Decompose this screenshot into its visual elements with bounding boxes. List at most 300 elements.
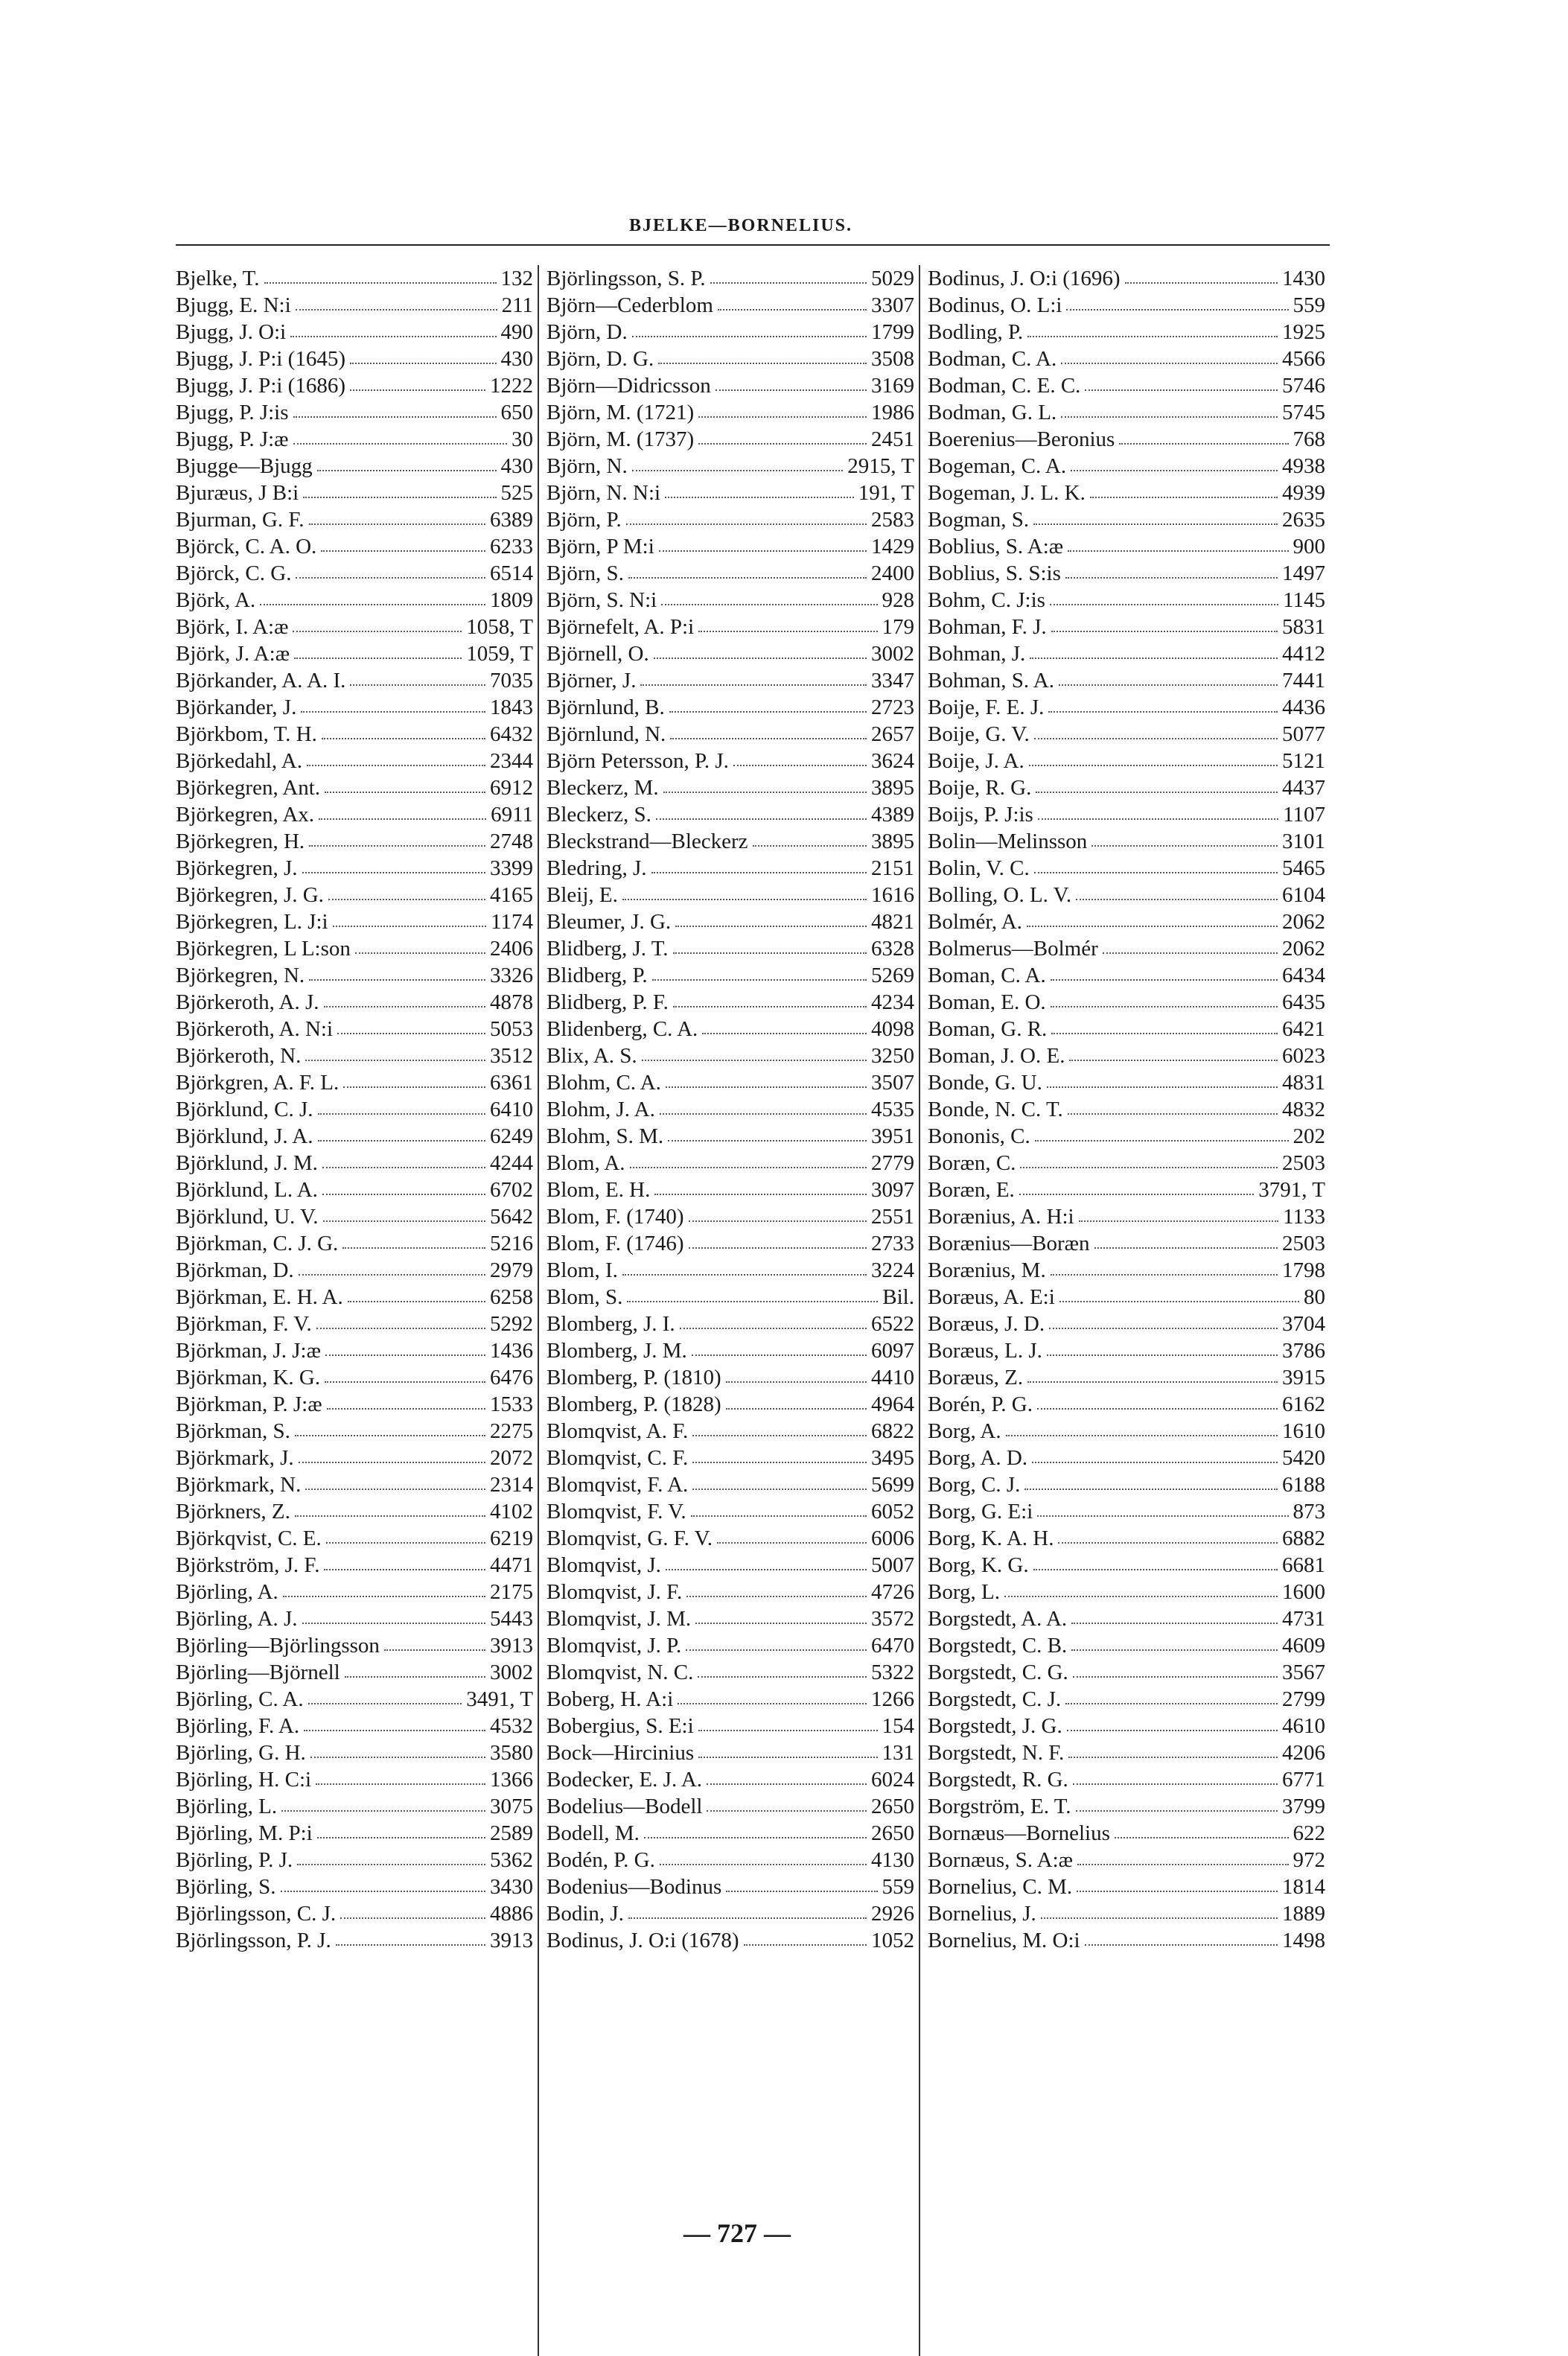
entry-reference: 1145: [1283, 588, 1325, 612]
dot-leader: [1090, 497, 1278, 498]
entry-name: Boræus, A. E:i: [928, 1285, 1055, 1309]
entry-name: Blomqvist, J. M.: [546, 1607, 692, 1631]
entry-name: Borg, A.: [928, 1419, 1001, 1443]
entry-name: Bornæus, S. A:æ: [928, 1848, 1073, 1872]
entry-name: Björkegren, Ant.: [176, 776, 321, 800]
index-entry: [546, 1659, 919, 1686]
entry-reference: 2915, T: [847, 454, 914, 478]
index-entry: [176, 1900, 538, 1927]
dot-leader: [1051, 979, 1278, 981]
dot-leader: [1036, 792, 1278, 793]
index-entry: [176, 453, 538, 480]
dot-leader: [726, 1381, 867, 1383]
entry-reference: 2062: [1282, 937, 1325, 961]
index-entry: [546, 1391, 919, 1418]
entry-name: Bjugg, E. N:i: [176, 293, 291, 317]
dot-leader: [663, 792, 867, 793]
entry-name: Boblius, S. A:æ: [928, 535, 1064, 558]
dot-leader: [626, 523, 867, 525]
entry-reference: 3002: [490, 1661, 533, 1684]
index-entry: [176, 1311, 538, 1337]
entry-reference: 972: [1293, 1848, 1325, 1872]
entry-reference: 3786: [1282, 1339, 1325, 1363]
entry-reference: 6771: [1282, 1768, 1325, 1792]
index-entry: [928, 1096, 1330, 1123]
entry-reference: 3895: [871, 776, 914, 800]
dot-leader: [355, 952, 485, 954]
entry-reference: 3895: [871, 830, 914, 853]
dot-leader: [654, 1194, 867, 1195]
entry-reference: 3508: [871, 347, 914, 371]
entry-name: Björling, F. A.: [176, 1714, 300, 1738]
dot-leader: [1035, 1140, 1289, 1142]
index-entry: [928, 265, 1330, 292]
index-entry: [176, 1364, 538, 1391]
entry-name: Boije, G. V.: [928, 722, 1030, 746]
index-entry: [546, 721, 919, 748]
dot-leader: [1033, 523, 1278, 525]
index-entry: [928, 667, 1330, 694]
entry-reference: 3169: [871, 374, 914, 398]
entry-name: Borgström, E. T.: [928, 1795, 1071, 1818]
dot-leader: [1085, 389, 1278, 391]
index-entry: [176, 989, 538, 1016]
index-entry: [546, 372, 919, 399]
index-entry: [176, 1337, 538, 1364]
dot-leader: [1061, 416, 1278, 418]
entry-reference: 154: [882, 1714, 914, 1738]
entry-name: Bohman, S. A.: [928, 669, 1054, 693]
index-entry: [176, 614, 538, 640]
entry-name: Björkman, E. H. A.: [176, 1285, 343, 1309]
entry-name: Björkman, P. J:æ: [176, 1392, 322, 1416]
dot-leader: [695, 1623, 867, 1624]
index-entry: [176, 1525, 538, 1552]
dot-leader: [692, 1462, 867, 1463]
dot-leader: [1051, 631, 1278, 632]
entry-name: Björklund, J. A.: [176, 1124, 313, 1148]
entry-name: Björling, G. H.: [176, 1741, 306, 1765]
entry-name: Björkbom, T. H.: [176, 722, 317, 746]
index-entry: [928, 614, 1330, 640]
index-entry: [176, 1150, 538, 1177]
entry-name: Blomberg, P. (1828): [546, 1392, 721, 1416]
entry-reference: 2400: [871, 561, 914, 585]
entry-reference: 1814: [1282, 1875, 1325, 1899]
entry-name: Blomberg, P. (1810): [546, 1366, 721, 1389]
dot-leader: [326, 1542, 485, 1544]
entry-reference: 5831: [1282, 615, 1325, 639]
dot-leader: [628, 577, 867, 579]
entry-name: Bleckstrand—Bleckerz: [546, 830, 748, 853]
entry-reference: 1798: [1282, 1258, 1325, 1282]
entry-reference: 6104: [1282, 883, 1325, 907]
entry-reference: 3624: [871, 749, 914, 773]
dot-leader: [1071, 1649, 1278, 1651]
dot-leader: [316, 1783, 485, 1785]
index-entry: [176, 667, 538, 694]
entry-name: Borgstedt, C. G.: [928, 1661, 1068, 1684]
index-entry: [176, 1713, 538, 1739]
index-entry: [546, 801, 919, 828]
index-entry: [176, 774, 538, 801]
dot-leader: [299, 1462, 485, 1463]
dot-leader: [691, 1515, 867, 1517]
entry-reference: 1843: [490, 695, 533, 719]
dot-leader: [656, 818, 867, 820]
entry-reference: 3347: [871, 669, 914, 693]
index-entry: [546, 614, 919, 640]
entry-name: Blom, I.: [546, 1258, 618, 1282]
dot-leader: [632, 470, 844, 471]
entry-reference: 6911: [491, 803, 533, 827]
index-entry: [546, 1311, 919, 1337]
entry-reference: 4726: [871, 1580, 914, 1604]
entry-name: Björkman, S.: [176, 1419, 290, 1443]
entry-name: Björn, M. (1721): [546, 401, 695, 424]
entry-reference: 5269: [871, 964, 914, 987]
entry-reference: 900: [1293, 535, 1325, 558]
entry-name: Bodinus, J. O:i (1696): [928, 267, 1121, 290]
index-entry: [546, 1498, 919, 1525]
entry-name: Bodman, G. L.: [928, 401, 1057, 424]
dot-leader: [1048, 711, 1278, 713]
dot-leader: [673, 1006, 867, 1007]
index-entry: [928, 1337, 1330, 1364]
dot-leader: [325, 1381, 485, 1383]
entry-reference: 132: [500, 267, 533, 290]
entry-name: Björn, D. G.: [546, 347, 654, 371]
entry-reference: 4234: [871, 990, 914, 1014]
entry-reference: 5029: [871, 267, 914, 290]
dot-leader: [1037, 1515, 1288, 1517]
dot-leader: [293, 443, 508, 445]
entry-name: Bjugg, J. P:i (1645): [176, 347, 345, 371]
entry-name: Boberg, H. A:i: [546, 1687, 674, 1711]
entry-reference: Bil.: [882, 1285, 914, 1309]
index-entry: [928, 1123, 1330, 1150]
entry-reference: 211: [501, 293, 533, 317]
entry-reference: 3512: [490, 1044, 533, 1068]
dot-leader: [1049, 1328, 1278, 1329]
dot-leader: [654, 658, 867, 659]
dot-leader: [670, 738, 867, 739]
entry-reference: 7035: [490, 669, 533, 693]
dot-leader: [309, 979, 485, 981]
dot-leader: [348, 1301, 485, 1302]
entry-reference: 2344: [490, 749, 533, 773]
index-entry: [176, 1686, 538, 1713]
dot-leader: [322, 1194, 485, 1195]
index-column-2: [546, 265, 920, 2356]
dot-leader: [628, 1917, 867, 1919]
dot-leader: [630, 1167, 867, 1168]
entry-name: Björkegren, L. J:i: [176, 910, 328, 934]
entry-reference: 559: [882, 1875, 914, 1899]
entry-name: Björkegren, N.: [176, 964, 305, 987]
entry-reference: 3572: [871, 1607, 914, 1631]
entry-reference: 1809: [490, 588, 533, 612]
index-entry: [546, 1069, 919, 1096]
index-entry: [176, 1096, 538, 1123]
entry-name: Bodenius—Bodinus: [546, 1875, 722, 1899]
entry-name: Björling, S.: [176, 1875, 276, 1899]
index-entry: [546, 560, 919, 587]
dot-leader: [1047, 1354, 1278, 1356]
entry-name: Björkmark, J.: [176, 1446, 294, 1470]
dot-leader: [1065, 1703, 1278, 1704]
entry-name: Blohm, C. A.: [546, 1071, 661, 1095]
dot-leader: [753, 845, 867, 847]
index-entry: [546, 640, 919, 667]
dot-leader: [1019, 1194, 1254, 1195]
index-entry: [928, 989, 1330, 1016]
dot-leader: [733, 765, 867, 766]
index-entry: [176, 1766, 538, 1793]
page-number: — 727 —: [683, 2218, 791, 2248]
entry-reference: 6470: [871, 1634, 914, 1658]
dot-leader: [1059, 684, 1278, 686]
entry-reference: 1986: [871, 401, 914, 424]
entry-reference: 3791, T: [1258, 1178, 1325, 1202]
index-entry: [546, 399, 919, 426]
entry-name: Boman, E. O.: [928, 990, 1046, 1014]
dot-leader: [322, 738, 485, 739]
index-entry: [176, 1927, 538, 1954]
entry-name: Björck, C. A. O.: [176, 535, 317, 558]
dot-leader: [293, 416, 497, 418]
entry-reference: 6023: [1282, 1044, 1325, 1068]
index-entry: [176, 828, 538, 855]
entry-name: Björkegren, J.: [176, 856, 298, 880]
entry-reference: 1429: [871, 535, 914, 558]
entry-reference: 3002: [871, 642, 914, 666]
entry-name: Bononis, C.: [928, 1124, 1030, 1148]
dot-leader: [1068, 1113, 1278, 1115]
entry-reference: 6435: [1282, 990, 1325, 1014]
index-entry: [928, 1820, 1330, 1847]
entry-reference: 2275: [490, 1419, 533, 1443]
index-entry: [546, 1766, 919, 1793]
entry-name: Blom, S.: [546, 1285, 623, 1309]
entry-name: Bjugg, J. O:i: [176, 320, 287, 344]
index-entry: [928, 480, 1330, 506]
dot-leader: [717, 1542, 867, 1544]
entry-reference: 3704: [1282, 1312, 1325, 1336]
index-entry: [176, 1257, 538, 1284]
index-entry: [176, 560, 538, 587]
entry-name: Björling, H. C:i: [176, 1768, 312, 1792]
dot-leader: [726, 1891, 877, 1892]
index-entry: [546, 1123, 919, 1150]
entry-reference: 6822: [871, 1419, 914, 1443]
entry-name: Björn, D.: [546, 320, 628, 344]
dot-leader: [350, 684, 485, 686]
entry-reference: 4102: [490, 1500, 533, 1524]
index-entry: [546, 587, 919, 614]
dot-leader: [309, 523, 486, 525]
index-column-1: [176, 265, 539, 2356]
entry-name: Björkegren, J. G.: [176, 883, 324, 907]
dot-leader: [309, 845, 485, 847]
index-entry: [928, 292, 1330, 319]
entry-name: Björk, A.: [176, 588, 256, 612]
entry-name: Björnlund, N.: [546, 722, 666, 746]
entry-reference: 1266: [871, 1687, 914, 1711]
entry-reference: 3799: [1282, 1795, 1325, 1818]
index-entry: [176, 1793, 538, 1820]
dot-leader: [686, 1596, 867, 1597]
index-entry: [176, 1230, 538, 1257]
index-entry: [546, 1552, 919, 1579]
dot-leader: [627, 1301, 878, 1302]
index-entry: [546, 533, 919, 560]
dot-leader: [325, 792, 485, 793]
dot-leader: [319, 818, 486, 820]
entry-name: Björn, P.: [546, 508, 622, 532]
entry-reference: 3495: [871, 1446, 914, 1470]
entry-name: Bodelius—Bodell: [546, 1795, 703, 1818]
entry-name: Bleckerz, M.: [546, 776, 659, 800]
entry-name: Bodecker, E. J. A.: [546, 1768, 703, 1792]
dot-leader: [1041, 1917, 1278, 1919]
entry-name: Björner, J.: [546, 669, 637, 693]
dot-leader: [1034, 872, 1278, 873]
index-entry: [176, 292, 538, 319]
index-entry: [176, 1284, 538, 1311]
entry-reference: 4886: [490, 1902, 533, 1926]
entry-name: Boman, C. A.: [928, 964, 1046, 987]
entry-reference: 7441: [1282, 669, 1325, 693]
entry-reference: 4165: [490, 883, 533, 907]
index-entry: [546, 1847, 919, 1873]
index-entry: [928, 533, 1330, 560]
entry-name: Blom, E. H.: [546, 1178, 651, 1202]
entry-reference: 1058, T: [466, 615, 533, 639]
entry-name: Björck, C. G.: [176, 561, 292, 585]
entry-reference: 191, T: [858, 481, 914, 505]
entry-name: Borgstedt, R. G.: [928, 1768, 1068, 1792]
index-entry: [546, 1418, 919, 1445]
entry-name: Blomqvist, F. A.: [546, 1473, 689, 1497]
index-entry: [928, 1150, 1330, 1177]
entry-name: Blomqvist, G. F. V.: [546, 1526, 713, 1550]
entry-reference: 525: [500, 481, 533, 505]
dot-leader: [632, 336, 867, 337]
entry-name: Borg, G. E:i: [928, 1500, 1033, 1524]
entry-reference: 6328: [871, 937, 914, 961]
dot-leader: [1030, 658, 1278, 659]
entry-name: Borg, K. A. H.: [928, 1526, 1054, 1550]
dot-leader: [1029, 765, 1278, 766]
entry-reference: 6219: [490, 1526, 533, 1550]
entry-name: Björling—Björlingsson: [176, 1634, 380, 1658]
dot-leader: [1125, 282, 1278, 284]
dot-leader: [1020, 1167, 1278, 1168]
dot-leader: [1051, 1006, 1278, 1007]
index-entry: [546, 1230, 919, 1257]
entry-reference: 2748: [490, 830, 533, 853]
entry-name: Blom, F. (1746): [546, 1232, 684, 1255]
index-entry: [546, 748, 919, 774]
index-entry: [928, 1632, 1330, 1659]
entry-reference: 5746: [1282, 374, 1325, 398]
dot-leader: [698, 1730, 878, 1731]
index-entry: [546, 346, 919, 372]
dot-leader: [1077, 1864, 1289, 1865]
entry-name: Blomqvist, J.: [546, 1553, 661, 1577]
dot-leader: [296, 577, 485, 579]
entry-name: Björkegren, L L:son: [176, 937, 351, 961]
entry-reference: 2635: [1282, 508, 1325, 532]
index-entry: [176, 855, 538, 882]
entry-name: Blidberg, P. F.: [546, 990, 669, 1014]
entry-reference: 3326: [490, 964, 533, 987]
entry-name: Björkeroth, A. J.: [176, 990, 319, 1014]
dot-leader: [1061, 363, 1278, 364]
dot-leader: [726, 1408, 867, 1410]
dot-leader: [1091, 845, 1278, 847]
index-entry: [546, 453, 919, 480]
entry-reference: 1222: [490, 374, 533, 398]
entry-reference: 5420: [1282, 1446, 1325, 1470]
index-entry: [928, 640, 1330, 667]
dot-leader: [686, 1649, 867, 1651]
dot-leader: [1059, 1301, 1299, 1302]
entry-name: Björk, I. A:æ: [176, 615, 289, 639]
index-entry: [546, 667, 919, 694]
entry-name: Bodén, P. G.: [546, 1848, 655, 1872]
index-entry: [176, 1069, 538, 1096]
index-entry: [546, 935, 919, 962]
entry-reference: 3913: [490, 1634, 533, 1658]
dot-leader: [1058, 1542, 1278, 1544]
entry-name: Björling, A.: [176, 1580, 278, 1604]
entry-reference: 4566: [1282, 347, 1325, 371]
dot-leader: [1024, 1489, 1278, 1490]
index-entry: [546, 1900, 919, 1927]
entry-reference: 2151: [871, 856, 914, 880]
index-entry: [176, 1820, 538, 1847]
index-entry: [176, 882, 538, 908]
dot-leader: [1085, 1944, 1278, 1946]
dot-leader: [305, 1060, 485, 1061]
dot-leader: [296, 309, 497, 311]
entry-reference: 3101: [1282, 830, 1325, 853]
entry-reference: 6514: [490, 561, 533, 585]
index-entry: [176, 1605, 538, 1632]
entry-name: Blidberg, J. T.: [546, 937, 669, 961]
index-entry: [176, 962, 538, 989]
index-entry: [176, 908, 538, 935]
entry-reference: 6233: [490, 535, 533, 558]
dot-leader: [1050, 604, 1278, 605]
entry-reference: 2072: [490, 1446, 533, 1470]
index-entry: [928, 1177, 1330, 1203]
index-entry: [176, 1016, 538, 1042]
index-entry: [176, 1471, 538, 1498]
entry-reference: 2503: [1282, 1232, 1325, 1255]
index-entry: [176, 319, 538, 346]
entry-name: Bogeman, J. L. K.: [928, 481, 1086, 505]
index-entry: [176, 399, 538, 426]
dot-leader: [698, 416, 867, 418]
entry-reference: 1610: [1282, 1419, 1325, 1443]
entry-name: Boræus, Z.: [928, 1366, 1024, 1389]
index-entry: [928, 453, 1330, 480]
entry-reference: 3507: [871, 1071, 914, 1095]
dot-leader: [698, 1757, 877, 1758]
